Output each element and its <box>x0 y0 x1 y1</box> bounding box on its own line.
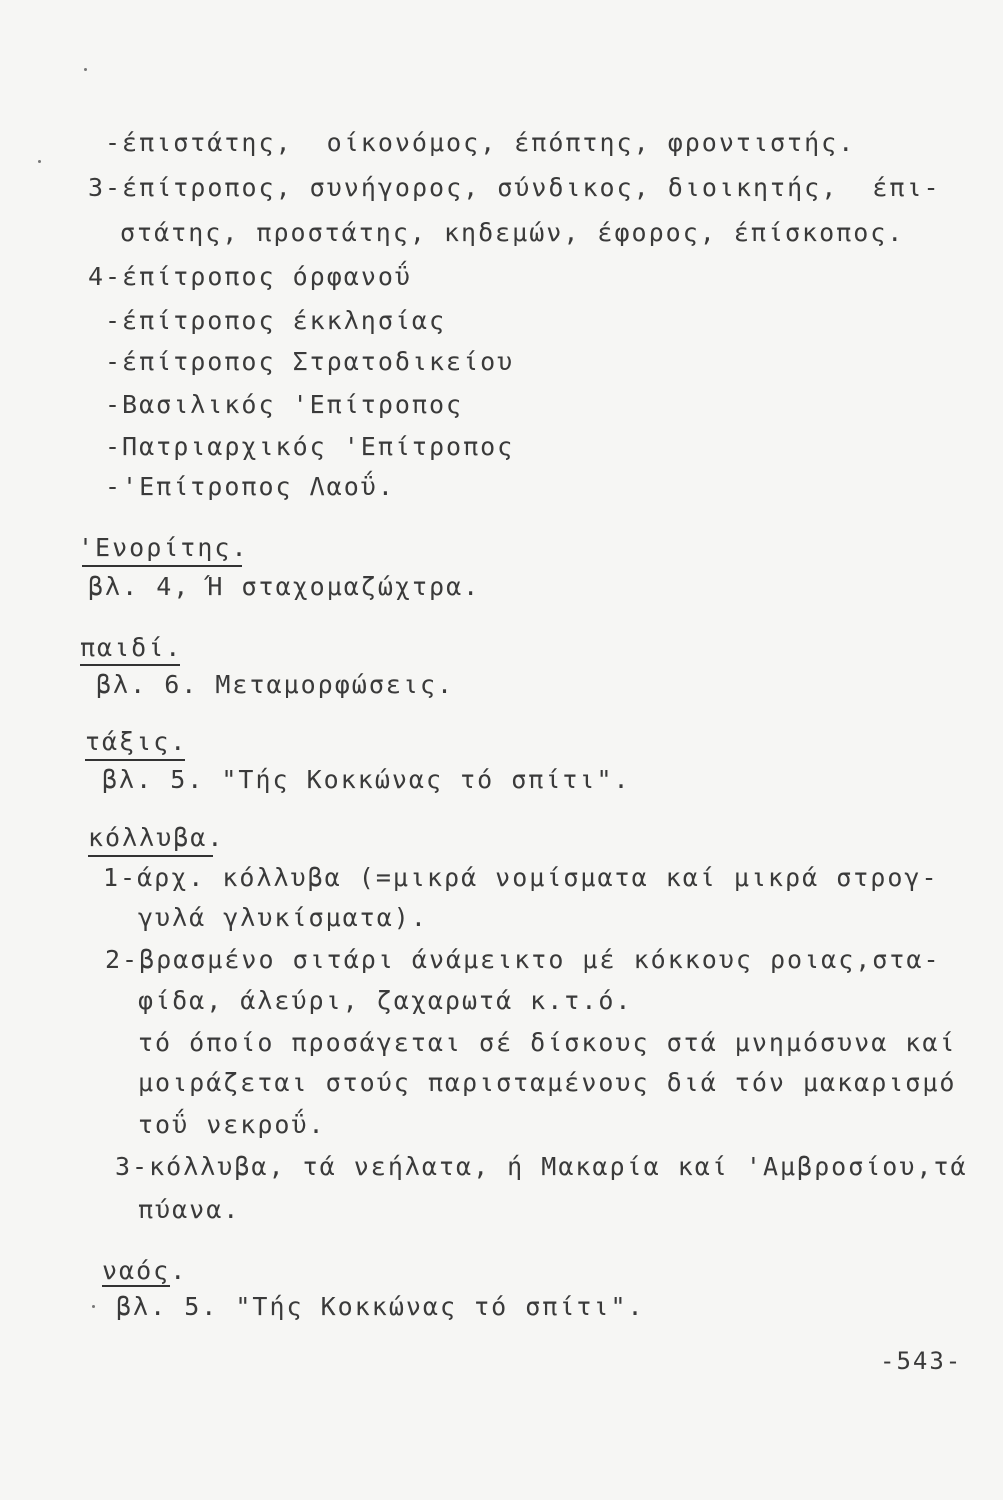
page-number: -543- <box>880 1347 963 1375</box>
heading-underline <box>102 1285 170 1287</box>
entry-heading: παιδί. <box>80 633 183 662</box>
text-line: στάτης, προστάτης, κηδεμών, έφορος, έπίσκοπος. <box>120 218 905 247</box>
paper-speck <box>92 1305 95 1308</box>
text-line: 2-βρασμένο σιτάρι άνάμεικτο μέ κόκκους ροιας,στα- <box>105 945 941 974</box>
text-line: τοΰ νεκροΰ. <box>138 1110 326 1139</box>
text-line: γυλά γλυκίσματα). <box>138 903 428 932</box>
paper-speck <box>84 68 87 71</box>
heading-underline <box>82 565 242 567</box>
text-line: -έπίτροπος Στρατοδικείου <box>105 347 515 376</box>
text-line: φίδα, άλεύρι, ζαχαρωτά κ.τ.ό. <box>138 986 633 1015</box>
text-line: 4-έπίτροπος όρφανοΰ <box>88 262 412 291</box>
text-line: μοιράζεται στούς παρισταμένους διά τόν μακαρισμό <box>138 1068 957 1097</box>
entry-reference: βλ. 5. "Τής Κοκκώνας τό σπίτι". <box>102 765 631 794</box>
entry-reference: βλ. 5. "Τής Κοκκώνας τό σπίτι". <box>116 1292 645 1321</box>
entry-heading: ναός. <box>102 1256 188 1285</box>
paper-speck <box>38 160 41 163</box>
heading-underline <box>80 664 180 666</box>
entry-heading: κόλλυβα. <box>88 823 225 852</box>
text-line: 1-άρχ. κόλλυβα (=μικρά νομίσματα καί μικρά στρογ- <box>103 863 939 892</box>
text-line: 3-έπίτροπος, συνήγορος, σύνδικος, διοικητής, έπι- <box>88 173 941 202</box>
entry-reference: βλ. 6. Μεταμορφώσεις. <box>96 670 455 699</box>
text-line: -Βασιλικός 'Επίτροπος <box>105 390 464 419</box>
heading-underline <box>85 759 185 761</box>
text-line: -έπίτροπος έκκλησίας <box>105 306 447 335</box>
heading-underline <box>88 855 213 857</box>
text-line: -έπιστάτης, οίκονόμος, έπόπτης, φροντιστής. <box>105 128 856 157</box>
text-line: 3-κόλλυβα, τά νεήλατα, ή Μακαρία καί 'Αμβροσίου,τά <box>115 1152 968 1181</box>
text-line: -Πατριαρχικός 'Επίτροπος <box>105 432 515 461</box>
entry-reference: βλ. 4, Ή σταχομαζώχτρα. <box>88 572 481 601</box>
text-line: -'Επίτροπος Λαοΰ. <box>105 472 395 501</box>
text-line: τό όποίο προσάγεται σέ δίσκους στά μνημόσυνα καί <box>138 1028 957 1057</box>
text-line: πύανα. <box>138 1195 241 1224</box>
entry-heading: 'Ενορίτης. <box>78 533 249 562</box>
entry-heading: τάξις. <box>85 727 188 756</box>
